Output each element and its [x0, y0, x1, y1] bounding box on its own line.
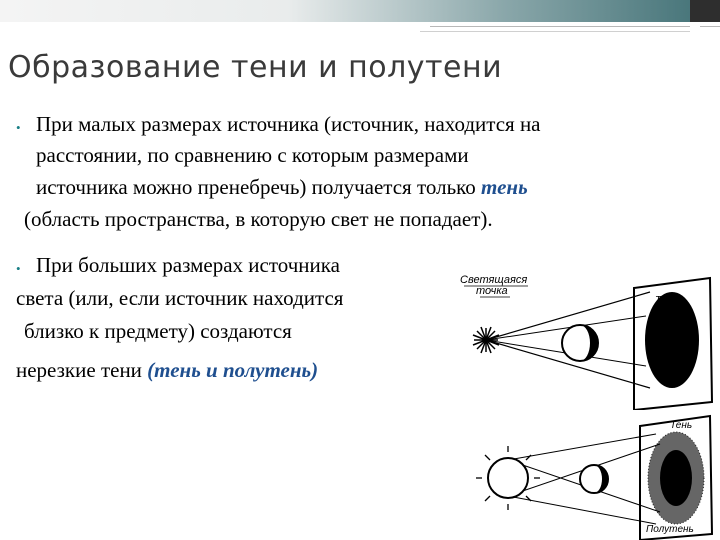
header-rule-corner [700, 26, 720, 27]
point-source-label: Светящаяся [460, 274, 528, 286]
bullet-marker: • [16, 120, 21, 135]
extended-source-diagram [470, 412, 720, 540]
shadow-umbra [645, 292, 699, 388]
penumbra-label: Полутень [646, 524, 694, 535]
point-source-diagram [450, 270, 720, 410]
paragraph-2-line-1: При больших размерах источника [36, 253, 340, 277]
highlight-shadow-penumbra: (тень и полутень) [147, 358, 319, 382]
paragraph-2-line-2: света (или, если источник находится [16, 286, 344, 310]
extended-source [488, 458, 528, 498]
paragraph-2-line-3: близко к предмету) создаются [24, 319, 292, 343]
header-bar [0, 0, 720, 22]
paragraph-1-line-3-text: источника можно пренебречь) получается только [36, 175, 482, 199]
point-source-label-2: точка [476, 285, 508, 297]
shadow-label: Тень [655, 295, 678, 306]
paragraph-1-line-2: расстоянии, по сравнению с которым размерами [36, 143, 469, 167]
paragraph-1-line-1: При малых размерах источника (источник, находится на [36, 112, 541, 136]
shadow-umbra [660, 450, 692, 506]
header-rule-secondary [420, 31, 690, 32]
paragraph-1-line-4: (область пространства, в которую свет не попадает). [24, 207, 493, 231]
paragraph-2-line-4-text: нерезкие тени [16, 358, 148, 382]
header-rule [430, 26, 690, 27]
paragraph-1-line-3 [36, 175, 528, 199]
bullet-marker: • [16, 261, 21, 276]
shadow-label: Тень [670, 420, 693, 431]
slide-title: Образование тени и полутени [8, 50, 503, 85]
highlight-shadow-term: тень [481, 175, 528, 199]
header-corner [690, 0, 720, 22]
paragraph-2-line-4 [16, 358, 318, 382]
